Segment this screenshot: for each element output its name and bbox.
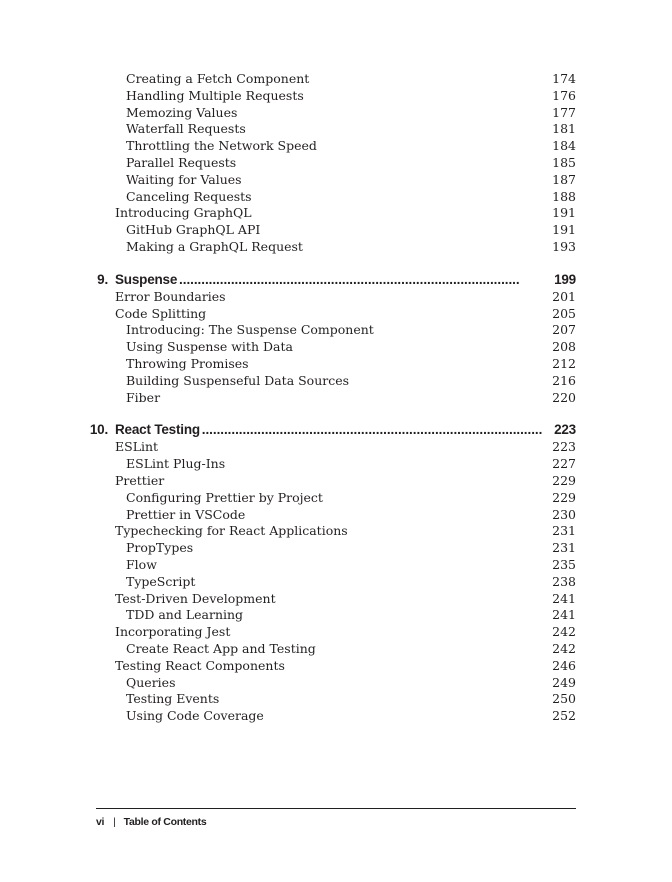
toc-entry-title: Using Code Coverage [126,708,264,724]
toc-entry[interactable] [0,658,672,675]
toc-entry-page: 223 [552,439,576,455]
toc-entry-page: 250 [552,691,576,707]
chapter-heading-10[interactable] [0,421,672,439]
toc-entry-page: 230 [552,506,576,522]
toc-entry-page: 241 [552,607,576,623]
toc-entry[interactable] [0,641,672,658]
toc-entry[interactable] [0,172,672,189]
toc-entry-page: 231 [552,523,576,539]
toc-entry-title: GitHub GraphQL API [126,222,261,238]
toc-entry-page: 201 [552,288,576,304]
toc-entry[interactable] [0,71,672,88]
spacer [0,256,672,271]
toc-entry-title: Typechecking for React Applications [115,523,348,539]
toc-entry-page: 246 [552,657,576,673]
toc-entry-page: 235 [552,556,576,572]
toc-entry-title: Throwing Promises [126,355,249,371]
toc-entry[interactable] [0,607,672,624]
toc-entry[interactable] [0,439,672,456]
footer-section-title: Table of Contents [123,816,207,828]
toc-entry[interactable] [0,691,672,708]
footer-separator: | [113,816,116,828]
toc-entry-title: Introducing GraphQL [115,205,252,221]
toc-entry-page: 191 [552,222,576,238]
toc-entry-page: 181 [552,121,576,137]
toc-entry[interactable] [0,390,672,407]
toc-entry[interactable] [0,205,672,222]
toc-entry-title: Create React App and Testing [126,640,316,656]
toc-entry-title: Using Suspense with Data [126,339,293,355]
toc-entry-page: 227 [552,456,576,472]
toc-entry[interactable] [0,356,672,373]
toc-entry-title: Waterfall Requests [126,121,246,137]
toc-entry-page: 249 [552,674,576,690]
table-of-contents [0,71,672,725]
toc-entry[interactable] [0,105,672,122]
chapter-page: 199 [550,271,576,289]
toc-entry[interactable] [0,523,672,540]
chapter-title: React Testing . . . [115,421,576,439]
toc-entry-page: 252 [552,708,576,724]
toc-entry-title: Configuring Prettier by Project [126,489,323,505]
toc-entry-page: 177 [552,104,576,120]
toc-entry-title: Flow [126,556,157,572]
toc-entry-title: Testing React Components [115,657,285,673]
toc-entry[interactable] [0,121,672,138]
toc-entry-title: Making a GraphQL Request [126,238,303,254]
toc-entry[interactable] [0,708,672,725]
toc-entry-title: PropTypes [126,540,194,556]
toc-entry[interactable] [0,289,672,306]
toc-entry[interactable] [0,322,672,339]
toc-entry[interactable] [0,675,672,692]
toc-entry-page: 229 [552,472,576,488]
toc-entry-page: 205 [552,305,576,321]
toc-entry[interactable] [0,88,672,105]
toc-entry[interactable] [0,473,672,490]
toc-entry-page: 188 [552,188,576,204]
toc-entry[interactable] [0,222,672,239]
toc-entry-page: 212 [552,355,576,371]
toc-entry-page: 185 [552,154,576,170]
page-footer [96,814,206,830]
toc-entry[interactable] [0,138,672,155]
toc-entry-title: TDD and Learning [126,607,244,623]
toc-entry-title: Incorporating Jest [115,624,231,640]
toc-entry-title: Testing Events [126,691,220,707]
toc-entry-page: 191 [552,205,576,221]
toc-entry-page: 208 [552,339,576,355]
toc-entry[interactable] [0,239,672,256]
toc-entry[interactable] [0,456,672,473]
toc-entry-page: 216 [552,372,576,388]
toc-entry-page: 242 [552,640,576,656]
toc-entry[interactable] [0,155,672,172]
toc-entry-title: Fiber [126,389,161,405]
toc-entry-title: Introducing: The Suspense Component [126,322,374,338]
toc-entry-page: 193 [552,238,576,254]
toc-entry-title: ESLint Plug-Ins [126,456,226,472]
toc-entry-page: 241 [552,590,576,606]
toc-entry[interactable] [0,540,672,557]
toc-entry-title: Creating a Fetch Component [126,71,310,86]
toc-entry-page: 231 [552,540,576,556]
toc-entry-title: Test-Driven Development [115,590,276,606]
chapter-title: Suspense . . . [115,271,576,289]
toc-entry-title: Prettier in VSCode [126,506,246,522]
toc-entry-title: Building Suspenseful Data Sources [126,372,350,388]
toc-entry[interactable] [0,574,672,591]
toc-entry-title: Parallel Requests [126,154,237,170]
chapter-page: 223 [550,421,576,439]
toc-entry[interactable] [0,189,672,206]
toc-entry-title: Waiting for Values [126,171,242,187]
toc-entry-title: Prettier [115,472,165,488]
toc-entry-title: Queries [126,674,176,690]
chapter-number: 10. [89,422,108,438]
toc-entry-title: ESLint [115,439,159,455]
spacer [0,406,672,421]
toc-entry-title: TypeScript [126,573,196,589]
toc-entry[interactable] [0,373,672,390]
chapter-heading-9[interactable] [0,271,672,289]
toc-entry-page: 176 [552,87,576,103]
toc-entry[interactable] [0,490,672,507]
chapter-number: 9. [97,271,108,287]
toc-entry-page: 229 [552,489,576,505]
toc-entry-page: 187 [552,171,576,187]
footer-divider [96,808,576,809]
toc-entry[interactable] [0,339,672,356]
toc-entry-title: Error Boundaries [115,288,226,304]
toc-entry[interactable] [0,624,672,641]
toc-entry-page: 242 [552,624,576,640]
toc-entry-title: Canceling Requests [126,188,252,204]
toc-entry[interactable] [0,306,672,323]
toc-entry[interactable] [0,557,672,574]
toc-entry-page: 220 [552,389,576,405]
footer-page-number: vi [96,816,105,828]
toc-entry[interactable] [0,507,672,524]
toc-entry-page: 174 [552,71,576,86]
toc-entry-title: Memozing Values [126,104,238,120]
toc-entry-page: 184 [552,138,576,154]
toc-entry-title: Handling Multiple Requests [126,87,304,103]
toc-entry-page: 238 [552,573,576,589]
toc-entry-page: 207 [552,322,576,338]
toc-entry-title: Throttling the Network Speed [126,138,317,154]
toc-entry-title: Code Splitting [115,305,207,321]
toc-entry[interactable] [0,591,672,608]
